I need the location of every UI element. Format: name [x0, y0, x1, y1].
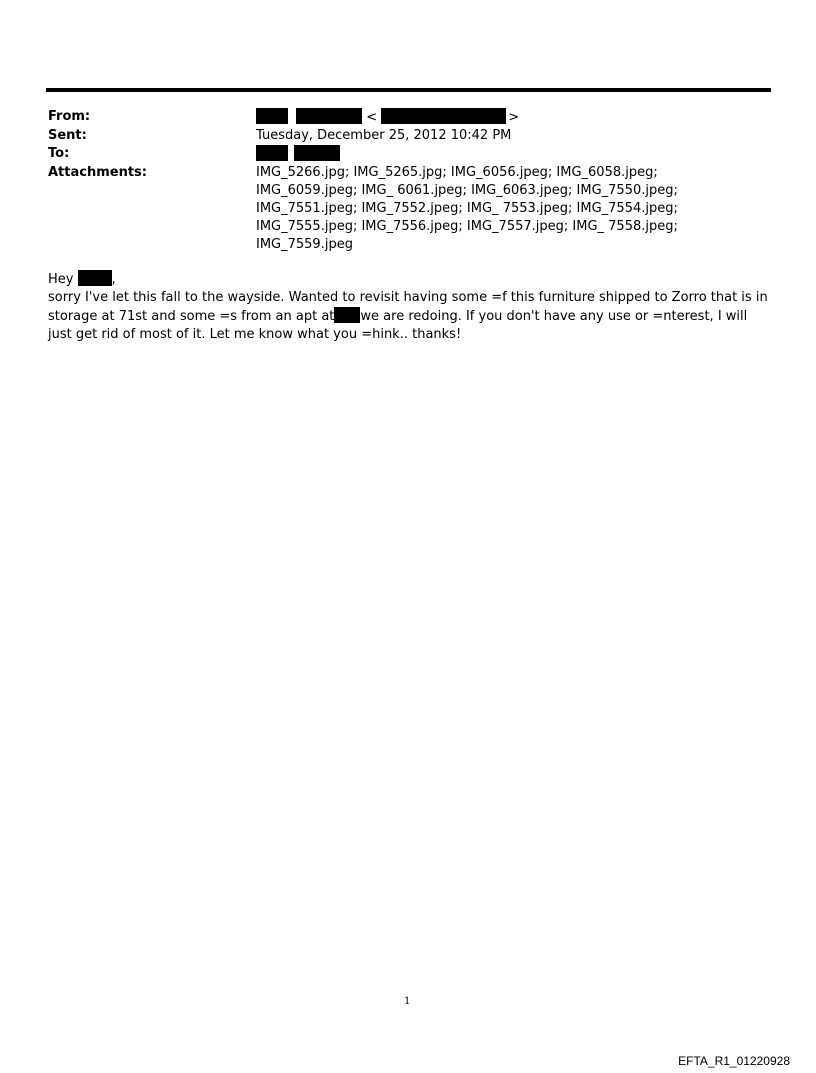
from-row	[48, 108, 768, 127]
message-part-1: sorry I've let this fall to the wayside. Wanted to revisit having some =f this furniture shipped to Zorro that is in storage at 71st and some =s from an apt at	[48, 290, 768, 324]
attachments-value: IMG_5266.jpg; IMG_5265.jpg; IMG_6056.jpeg; IMG_6058.jpeg; IMG_6059.jpeg; IMG_ 6061.jpeg; IMG_6063.jpeg; IMG_7550.jpeg; IMG_7551.jpeg; IMG_7552.jpeg; IMG_ 7553.jpeg; IMG_7554.jpeg; IMG_7555.jpeg; IMG_7556.jpeg; IMG_7557.jpeg; IMG_ 7558.jpeg; IMG_7559.jpeg	[256, 165, 678, 252]
redaction-box	[381, 108, 506, 124]
redaction-box	[294, 145, 340, 161]
to-label: To:	[48, 146, 70, 161]
redaction-box	[256, 145, 288, 161]
top-divider	[46, 88, 771, 92]
attachments-row	[48, 164, 768, 254]
sent-row	[48, 127, 768, 145]
from-value	[256, 108, 761, 127]
attachments-label: Attachments:	[48, 165, 147, 180]
page-number: 1	[404, 996, 411, 1007]
from-label: From:	[48, 109, 91, 124]
to-value	[256, 145, 761, 164]
sent-value: Tuesday, December 25, 2012 10:42 PM	[256, 128, 512, 143]
redaction-box	[78, 270, 112, 286]
email-header	[48, 108, 768, 254]
redaction-box	[334, 307, 360, 323]
to-row	[48, 145, 768, 164]
message-part-2: we are redoing. If you don't have any use or =nterest, I will just get rid of most of it. Let me know what you =hink.. thanks!	[48, 309, 748, 342]
email-body	[48, 270, 773, 344]
sent-label: Sent:	[48, 128, 87, 143]
from-close-bracket: >	[508, 110, 520, 125]
greeting-prefix: Hey	[48, 272, 78, 287]
greeting-line	[48, 270, 773, 289]
greeting-suffix: ,	[111, 272, 116, 287]
redaction-box	[296, 108, 362, 124]
message-paragraph	[48, 289, 773, 344]
redaction-box	[256, 108, 288, 124]
document-id: EFTA_R1_01220928	[678, 1054, 790, 1068]
from-open-bracket: <	[366, 110, 378, 125]
